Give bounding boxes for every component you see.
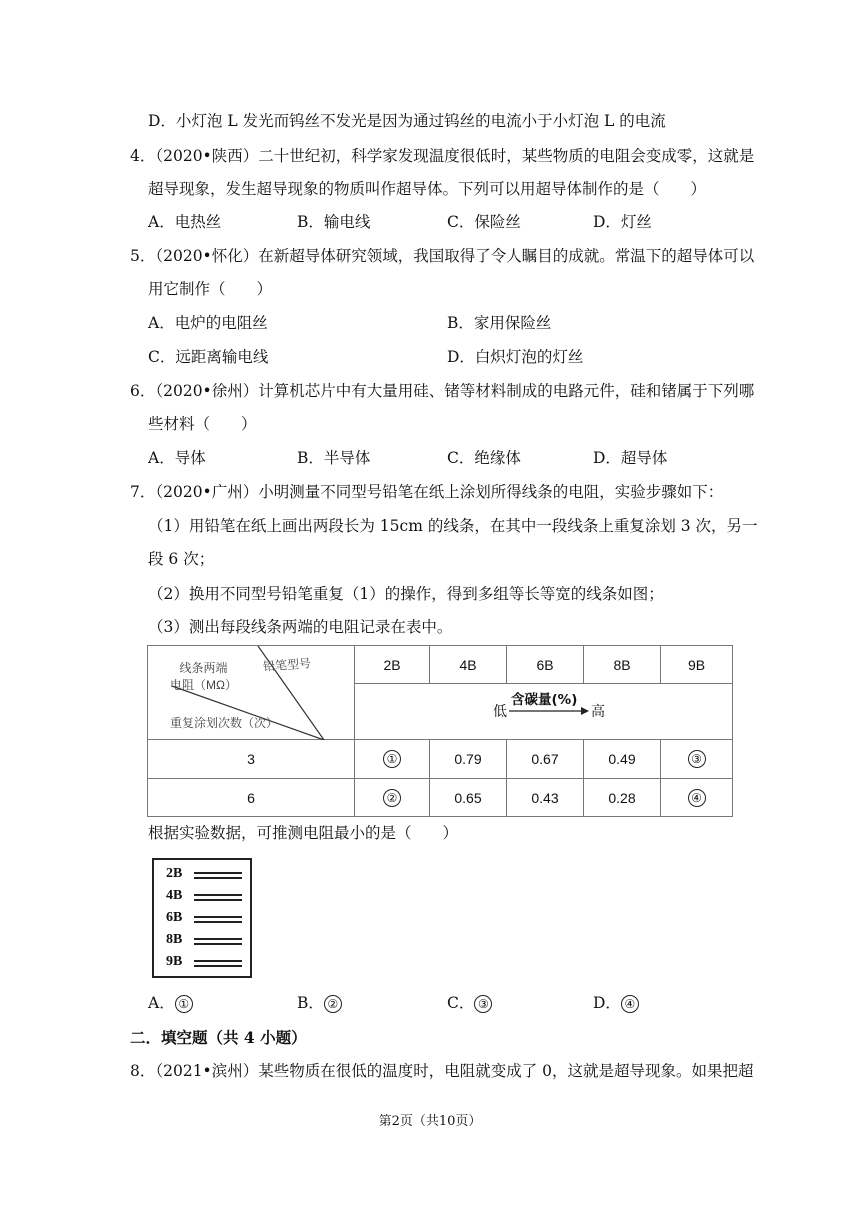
- option-label: A．: [148, 994, 175, 1012]
- circled-mark: ③: [688, 750, 706, 768]
- circled-mark: ①: [383, 750, 401, 768]
- pencil-row: [154, 952, 250, 972]
- row-count-3: 3: [148, 740, 355, 779]
- page-footer: 第2页（共10页）: [378, 1114, 482, 1129]
- pencil-row: [154, 908, 250, 928]
- carbon-high-label: 高: [591, 704, 605, 720]
- option-label: B．: [297, 994, 324, 1012]
- option-label: C．: [447, 994, 475, 1012]
- q4-option-c: C．保险丝: [447, 213, 521, 231]
- q6-option-b: B．半导体: [297, 449, 371, 467]
- table-cell: [355, 740, 430, 779]
- q5-stem-line2: 用它制作（ ）: [148, 280, 273, 298]
- table-cell: [661, 740, 733, 779]
- q5-stem-line1: 5．（2020•怀化）在新超导体研究领域，我国取得了令人瞩目的成就。常温下的超导体可以: [130, 247, 755, 265]
- q7-step3: （3）测出每段线条两端的电阻记录在表中。: [148, 618, 453, 636]
- pencil-lines-figure: [152, 858, 252, 978]
- carbon-low-label: 低: [493, 704, 507, 720]
- q5-option-a: A．电炉的电阻丝: [148, 314, 268, 332]
- q7-step2: （2）换用不同型号铅笔重复（1）的操作，得到多组等长等宽的线条如图；: [148, 585, 664, 603]
- table-cell: [355, 779, 430, 817]
- diag-label-repeat-count: 重复涂划次数（次）: [170, 716, 279, 730]
- q4-option-d: D．灯丝: [593, 213, 652, 231]
- pencil-row: [154, 930, 250, 950]
- circled-mark: ③: [474, 995, 492, 1013]
- header-model-2b: 2B: [355, 646, 430, 684]
- q7-option-b: [297, 993, 342, 1013]
- pencil-label: 2B: [166, 866, 183, 881]
- circled-mark: ①: [175, 995, 193, 1013]
- header-model-4b: 4B: [430, 646, 507, 684]
- q7-stem: 7．（2020•广州）小明测量不同型号铅笔在纸上涂划所得线条的电阻，实验步骤如下：: [130, 483, 724, 501]
- table-cell: 0.65: [430, 779, 507, 817]
- q4-option-b: B．输电线: [297, 213, 371, 231]
- q6-option-d: D．超导体: [593, 449, 668, 467]
- table-cell: [661, 779, 733, 817]
- q6-stem-line2: 些材料（ ）: [148, 415, 257, 433]
- table-diagonal-header: [148, 646, 355, 740]
- table-cell: 0.79: [430, 740, 507, 779]
- q5-option-c: C．远距离输电线: [148, 348, 269, 366]
- q6-stem-line1: 6．（2020•徐州）计算机芯片中有大量用硅、锗等材料制成的电路元件，硅和锗属于下列哪: [130, 382, 755, 400]
- table-cell: 0.49: [584, 740, 661, 779]
- option-label: D．: [593, 994, 621, 1012]
- q5-option-d: D．白炽灯泡的灯丝: [447, 348, 584, 366]
- q3-option-d: D．小灯泡 L 发光而钨丝不发光是因为通过钨丝的电流小于小灯泡 L 的电流: [148, 112, 666, 130]
- circled-mark: ④: [621, 995, 639, 1013]
- row-count-6: 6: [148, 779, 355, 817]
- pencil-row: [154, 886, 250, 906]
- pencil-label: 6B: [166, 910, 183, 925]
- q4-stem-line2: 超导现象，发生超导现象的物质叫作超导体。下列可以用超导体制作的是（ ）: [148, 180, 707, 198]
- q7-option-d: [593, 993, 639, 1013]
- table-row: [148, 779, 733, 817]
- circled-mark: ④: [688, 789, 706, 807]
- q7-step1-line2: 段 6 次；: [148, 550, 215, 568]
- q8-stem-line1: 8．（2021•滨州）某些物质在很低的温度时，电阻就变成了 0，这就是超导现象。如果把超: [130, 1062, 754, 1080]
- carbon-content-cell: [355, 684, 733, 740]
- q6-option-c: C．绝缘体: [447, 449, 521, 467]
- diag-label-resistance: 线条两端 电阻（MΩ）: [170, 661, 237, 692]
- q7-option-c: [447, 993, 492, 1013]
- q5-option-b: B．家用保险丝: [447, 314, 552, 332]
- section-heading-fill-in: 二．填空题（共 4 小题）: [130, 1028, 307, 1047]
- table-cell: 0.43: [507, 779, 584, 817]
- q4-stem-line1: 4．（2020•陕西）二十世纪初，科学家发现温度很低时，某些物质的电阻会变成零，这就是: [130, 147, 755, 165]
- circled-mark: ②: [324, 995, 342, 1013]
- diag-label-pencil-model: 铅笔型号: [262, 656, 312, 674]
- table-cell: 0.28: [584, 779, 661, 817]
- header-model-6b: 6B: [507, 646, 584, 684]
- q7-step1-line1: （1）用铅笔在纸上画出两段长为 15cm 的线条，在其中一段线条上重复涂划 3 次，另一: [148, 517, 758, 535]
- circled-mark: ②: [383, 789, 401, 807]
- carbon-content-label: 含碳量(%): [511, 692, 578, 708]
- pencil-label: 4B: [166, 888, 183, 903]
- header-model-9b: 9B: [661, 646, 733, 684]
- table-cell: 0.67: [507, 740, 584, 779]
- q4-option-a: A．电热丝: [148, 213, 222, 231]
- q7-option-a: [148, 993, 193, 1013]
- header-model-8b: 8B: [584, 646, 661, 684]
- carbon-arrow: [509, 706, 589, 716]
- pencil-label: 8B: [166, 932, 183, 947]
- pencil-row: [154, 864, 250, 884]
- q6-option-a: A．导体: [148, 449, 206, 467]
- q7-question: 根据实验数据，可推测电阻最小的是（ ）: [148, 824, 459, 842]
- resistance-table: [147, 645, 733, 817]
- table-row: [148, 740, 733, 779]
- pencil-label: 9B: [166, 954, 183, 969]
